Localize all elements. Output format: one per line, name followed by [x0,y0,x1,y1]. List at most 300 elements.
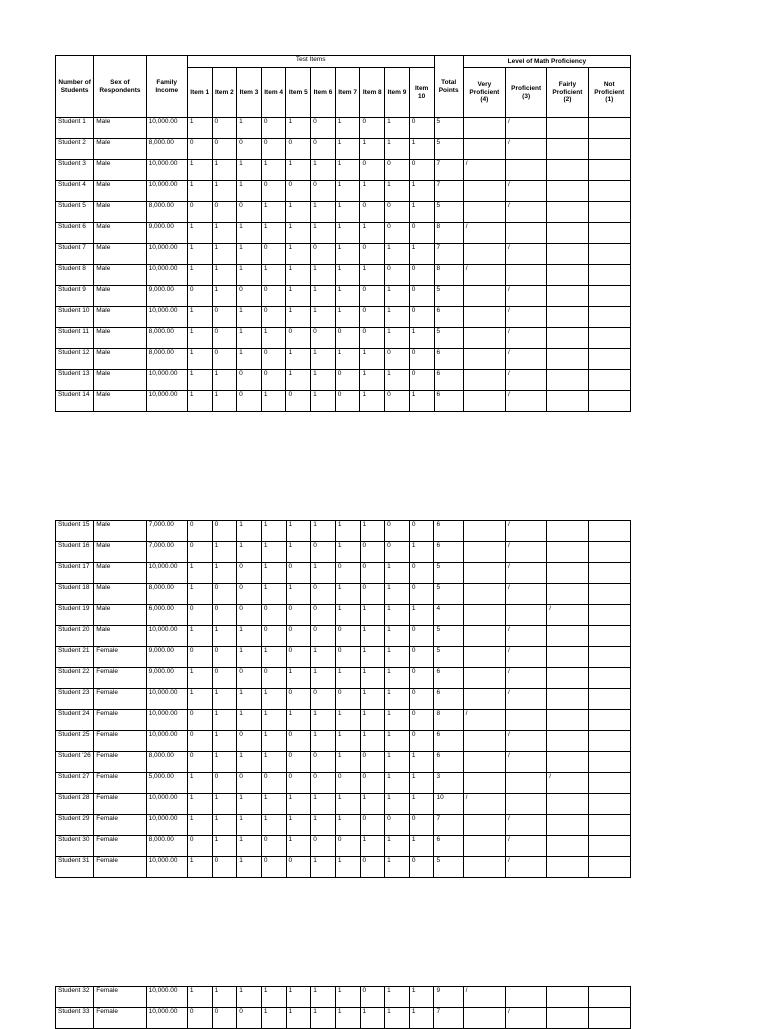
item-score-cell: 0 [212,328,237,349]
very-proficient-cell [463,647,505,668]
item-score-cell: 1 [187,794,212,815]
student-cell: Student 1 [56,118,94,139]
item-score-cell: 0 [360,752,385,773]
sex-cell: Male [94,605,146,626]
income-cell: 10,000.00 [146,1008,187,1029]
item-score-cell: 1 [385,710,410,731]
item-score-cell: 1 [311,349,336,370]
item-score-cell: 0 [409,223,434,244]
item-score-cell: 0 [311,626,336,647]
proficient-cell: / [505,752,546,773]
proficient-cell: / [505,542,546,563]
income-cell: 8,000.00 [146,752,187,773]
very-proficient-cell [463,1008,505,1029]
item-score-cell: 1 [409,794,434,815]
not-proficient-cell [588,202,630,223]
very-proficient-cell [463,370,505,391]
item-score-cell: 0 [286,857,311,878]
item-score-cell: 1 [212,626,237,647]
item-score-cell: 0 [409,689,434,710]
fairly-proficient-cell [547,752,588,773]
item-score-cell: 0 [409,647,434,668]
item-score-cell: 0 [409,857,434,878]
item-score-cell: 1 [360,689,385,710]
item-score-cell: 1 [335,752,360,773]
income-cell: 10,000.00 [146,710,187,731]
very-proficient-cell [463,307,505,328]
item-score-cell: 1 [261,328,286,349]
item-score-cell: 1 [409,181,434,202]
fairly-proficient-cell [547,563,588,584]
sex-cell: Female [94,710,146,731]
proficient-cell: / [505,1008,546,1029]
fairly-proficient-cell [547,987,588,1008]
sex-cell: Male [94,391,146,412]
item-score-cell: 0 [385,265,410,286]
income-cell: 10,000.00 [146,391,187,412]
item-score-cell: 1 [212,710,237,731]
sex-cell: Male [94,370,146,391]
header-item: Item 7 [335,68,360,118]
item-score-cell: 1 [385,139,410,160]
not-proficient-cell [588,223,630,244]
item-score-cell: 0 [360,244,385,265]
item-score-cell: 0 [335,391,360,412]
item-score-cell: 1 [311,265,336,286]
item-score-cell: 0 [311,836,336,857]
proficient-cell: / [506,349,547,370]
item-score-cell: 0 [409,710,434,731]
not-proficient-cell [588,689,630,710]
item-score-cell: 1 [335,605,360,626]
item-score-cell: 0 [360,118,385,139]
item-score-cell: 1 [187,349,212,370]
item-score-cell: 1 [409,773,434,794]
income-cell: 10,000.00 [146,370,187,391]
item-score-cell: 0 [360,328,385,349]
income-cell: 10,000.00 [146,815,187,836]
item-score-cell: 1 [409,202,434,223]
very-proficient-cell [463,244,505,265]
item-score-cell: 0 [212,521,237,542]
item-score-cell: 1 [261,265,286,286]
header-item: Item 10 [409,68,434,118]
item-score-cell: 0 [360,286,385,307]
very-proficient-cell [463,139,505,160]
item-score-cell: 1 [286,794,311,815]
total-points-cell: 3 [434,773,463,794]
table-row [56,160,631,181]
sex-cell: Male [94,349,146,370]
item-score-cell: 1 [237,223,262,244]
item-score-cell: 1 [335,731,360,752]
item-score-cell: 0 [237,563,262,584]
item-score-cell: 1 [286,521,311,542]
item-score-cell: 1 [385,731,410,752]
sex-cell: Female [94,857,146,878]
total-points-cell: 5 [434,286,463,307]
not-proficient-cell [588,773,630,794]
item-score-cell: 0 [187,286,212,307]
item-score-cell: 1 [237,752,262,773]
income-cell: 10,000.00 [146,244,187,265]
total-points-cell: 5 [434,563,463,584]
item-score-cell: 0 [335,328,360,349]
item-score-cell: 1 [286,370,311,391]
student-cell: Student 22 [56,668,94,689]
total-points-cell: 7 [434,160,463,181]
very-proficient-cell [463,836,505,857]
item-score-cell: 0 [237,731,262,752]
total-points-cell: 9 [434,987,463,1008]
income-cell: 10,000.00 [146,626,187,647]
item-score-cell: 1 [237,265,262,286]
item-score-cell: 0 [360,987,385,1008]
item-score-cell: 0 [311,584,336,605]
item-score-cell: 1 [335,987,360,1008]
header-item: Item 5 [286,68,311,118]
sex-cell: Female [94,731,146,752]
student-cell: Student 5 [56,202,94,223]
table-row [56,668,631,689]
student-cell: Student 4 [56,181,94,202]
student-cell: Student 19 [56,605,94,626]
total-points-cell: 6 [434,836,463,857]
not-proficient-cell [588,328,630,349]
item-score-cell: 1 [385,181,410,202]
item-score-cell: 0 [237,139,262,160]
item-score-cell: 1 [212,794,237,815]
total-points-cell: 5 [434,584,463,605]
total-points-cell: 8 [434,710,463,731]
header-test-items: Test Items [187,56,434,68]
table-row [56,391,631,412]
item-score-cell: 0 [385,349,410,370]
header-item: Item 6 [311,68,336,118]
very-proficient-cell [463,857,505,878]
sex-cell: Female [94,836,146,857]
item-score-cell: 0 [212,349,237,370]
item-score-cell: 1 [360,139,385,160]
not-proficient-cell [588,794,630,815]
sex-cell: Male [94,160,146,181]
sex-cell: Female [94,987,146,1008]
very-proficient-cell [463,328,505,349]
item-score-cell: 0 [237,202,262,223]
header-level-very-proficient: Very Proficient (4) [463,68,505,118]
income-cell: 9,000.00 [146,286,187,307]
student-cell: Student 14 [56,391,94,412]
header-level-not-proficient: Not Proficient (1) [588,68,630,118]
item-score-cell: 1 [385,836,410,857]
item-score-cell: 1 [286,307,311,328]
student-cell: Student 27 [56,773,94,794]
item-score-cell: 1 [360,605,385,626]
sex-cell: Male [94,118,146,139]
item-score-cell: 1 [360,1008,385,1029]
item-score-cell: 0 [286,647,311,668]
student-cell: Student 12 [56,349,94,370]
sex-cell: Male [94,542,146,563]
table-row [56,836,631,857]
total-points-cell: 5 [434,626,463,647]
item-score-cell: 0 [261,836,286,857]
item-score-cell: 1 [385,584,410,605]
header-sex-of-respondents: Sex of Respondents [94,56,146,118]
item-score-cell: 1 [360,391,385,412]
not-proficient-cell [588,160,630,181]
sex-cell: Male [94,286,146,307]
item-score-cell: 1 [385,752,410,773]
item-score-cell: 1 [187,328,212,349]
very-proficient-cell [463,521,505,542]
header-total-points: Total Points [434,56,463,118]
fairly-proficient-cell [547,689,588,710]
item-score-cell: 1 [335,521,360,542]
very-proficient-cell: / [463,265,505,286]
item-score-cell: 1 [261,160,286,181]
header-item: Item 8 [360,68,385,118]
item-score-cell: 1 [261,815,286,836]
not-proficient-cell [588,118,630,139]
not-proficient-cell [588,605,630,626]
item-score-cell: 0 [311,181,336,202]
student-cell: Student 2 [56,139,94,160]
item-score-cell: 0 [261,139,286,160]
fairly-proficient-cell [547,223,588,244]
item-score-cell: 1 [311,223,336,244]
item-score-cell: 0 [237,584,262,605]
item-score-cell: 1 [385,118,410,139]
item-score-cell: 1 [286,1008,311,1029]
proficient-cell [506,223,547,244]
table-body-3 [56,987,631,1029]
item-score-cell: 0 [237,605,262,626]
table-row [56,987,631,1008]
item-score-cell: 1 [237,626,262,647]
item-score-cell: 1 [237,328,262,349]
income-cell: 7,000.00 [146,521,187,542]
item-score-cell: 1 [237,689,262,710]
fairly-proficient-cell [547,328,588,349]
income-cell: 10,000.00 [146,731,187,752]
fairly-proficient-cell [547,1008,588,1029]
student-cell: Student 18 [56,584,94,605]
very-proficient-cell [463,286,505,307]
item-score-cell: 1 [360,265,385,286]
student-cell: Student 30 [56,836,94,857]
sex-cell: Male [94,265,146,286]
fairly-proficient-cell [547,794,588,815]
item-score-cell: 1 [360,370,385,391]
table-row [56,857,631,878]
very-proficient-cell [463,815,505,836]
total-points-cell: 5 [434,647,463,668]
item-score-cell: 1 [385,626,410,647]
total-points-cell: 6 [434,391,463,412]
sex-cell: Male [94,626,146,647]
fairly-proficient-cell [547,857,588,878]
item-score-cell: 1 [311,521,336,542]
student-cell: Student 16 [56,542,94,563]
sex-cell: Male [94,244,146,265]
item-score-cell: 1 [212,731,237,752]
fairly-proficient-cell [547,836,588,857]
student-cell: Student 33 [56,1008,94,1029]
header-level-fairly-proficient: Fairly Proficient (2) [547,68,588,118]
fairly-proficient-cell [547,265,588,286]
item-score-cell: 1 [311,710,336,731]
table-row [56,626,631,647]
item-score-cell: 1 [311,563,336,584]
proficient-cell [505,605,546,626]
item-score-cell: 1 [335,584,360,605]
item-score-cell: 1 [237,542,262,563]
item-score-cell: 1 [311,370,336,391]
fairly-proficient-cell: / [547,773,588,794]
fairly-proficient-cell [547,815,588,836]
item-score-cell: 1 [335,349,360,370]
item-score-cell: 1 [187,815,212,836]
item-score-cell: 1 [286,815,311,836]
not-proficient-cell [588,244,630,265]
table-row [56,139,631,160]
table-row [56,202,631,223]
item-score-cell: 1 [385,328,410,349]
very-proficient-cell [463,563,505,584]
table-row [56,244,631,265]
table-row [56,223,631,244]
item-score-cell: 1 [335,1008,360,1029]
item-score-cell: 1 [286,244,311,265]
item-score-cell: 0 [360,542,385,563]
item-score-cell: 0 [212,584,237,605]
item-score-cell: 1 [237,836,262,857]
item-score-cell: 1 [187,391,212,412]
item-score-cell: 1 [286,160,311,181]
item-score-cell: 1 [385,668,410,689]
proficient-cell: / [506,139,547,160]
not-proficient-cell [588,542,630,563]
fairly-proficient-cell [547,626,588,647]
survey-table-page-1 [55,55,631,412]
item-score-cell: 0 [385,815,410,836]
item-score-cell: 0 [409,584,434,605]
sex-cell: Male [94,563,146,584]
item-score-cell: 0 [409,815,434,836]
item-score-cell: 0 [237,668,262,689]
fairly-proficient-cell [547,118,588,139]
item-score-cell: 1 [212,689,237,710]
item-score-cell: 1 [360,794,385,815]
not-proficient-cell [588,731,630,752]
total-points-cell: 6 [434,752,463,773]
very-proficient-cell [463,752,505,773]
item-score-cell: 1 [237,987,262,1008]
item-score-cell: 0 [360,160,385,181]
item-score-cell: 0 [385,202,410,223]
table-row [56,307,631,328]
proficient-cell: / [505,521,546,542]
header-item: Item 2 [212,68,237,118]
item-score-cell: 0 [187,647,212,668]
total-points-cell: 4 [434,605,463,626]
item-score-cell: 1 [311,987,336,1008]
item-score-cell: 0 [212,307,237,328]
item-score-cell: 1 [187,563,212,584]
not-proficient-cell [588,815,630,836]
item-score-cell: 1 [360,349,385,370]
item-score-cell: 1 [360,836,385,857]
fairly-proficient-cell [547,307,588,328]
item-score-cell: 1 [311,794,336,815]
not-proficient-cell [588,521,630,542]
not-proficient-cell [588,647,630,668]
item-score-cell: 1 [311,647,336,668]
item-score-cell: 1 [385,794,410,815]
item-score-cell: 0 [261,286,286,307]
item-score-cell: 1 [409,328,434,349]
item-score-cell: 0 [409,370,434,391]
item-score-cell: 1 [385,286,410,307]
proficient-cell: / [505,731,546,752]
item-score-cell: 1 [286,349,311,370]
student-cell: Student 10 [56,307,94,328]
proficient-cell [506,160,547,181]
item-score-cell: 0 [261,370,286,391]
item-score-cell: 0 [385,223,410,244]
item-score-cell: 0 [409,160,434,181]
income-cell: 10,000.00 [146,794,187,815]
very-proficient-cell [463,542,505,563]
item-score-cell: 1 [187,584,212,605]
proficient-cell: / [506,307,547,328]
very-proficient-cell [463,118,505,139]
income-cell: 10,000.00 [146,181,187,202]
item-score-cell: 1 [360,521,385,542]
item-score-cell: 1 [237,307,262,328]
item-score-cell: 0 [286,773,311,794]
income-cell: 9,000.00 [146,223,187,244]
item-score-cell: 1 [360,647,385,668]
table-row [56,370,631,391]
table-row [56,563,631,584]
header-item: Item 9 [385,68,410,118]
very-proficient-cell: / [463,710,505,731]
item-score-cell: 1 [187,244,212,265]
item-score-cell: 1 [237,710,262,731]
item-score-cell: 0 [261,605,286,626]
item-score-cell: 0 [261,349,286,370]
sex-cell: Male [94,223,146,244]
total-points-cell: 7 [434,815,463,836]
item-score-cell: 1 [385,689,410,710]
student-cell: Student 25 [56,731,94,752]
item-score-cell: 1 [311,815,336,836]
total-points-cell: 7 [434,1008,463,1029]
item-score-cell: 1 [187,370,212,391]
item-score-cell: 1 [212,181,237,202]
sex-cell: Female [94,773,146,794]
item-score-cell: 0 [237,1008,262,1029]
student-cell: Student 7 [56,244,94,265]
not-proficient-cell [588,668,630,689]
sex-cell: Male [94,584,146,605]
item-score-cell: 1 [335,265,360,286]
item-score-cell: 1 [311,1008,336,1029]
not-proficient-cell [588,987,630,1008]
item-score-cell: 0 [409,626,434,647]
